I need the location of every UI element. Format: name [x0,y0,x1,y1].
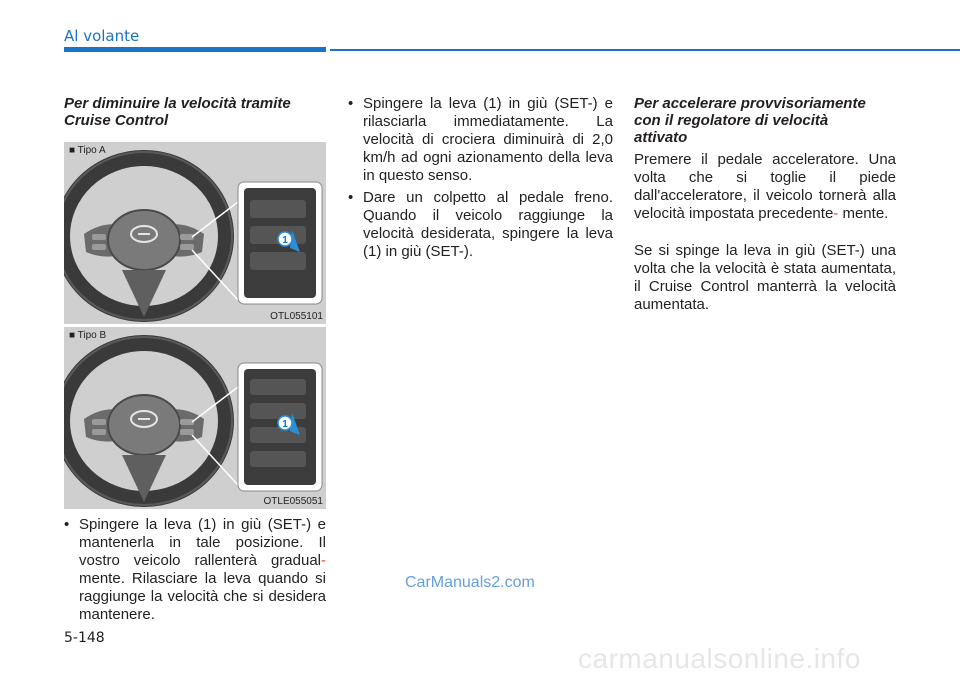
paragraph-text: mente. [842,205,889,222]
figure-code: OTLE055051 [263,496,323,507]
bullet-text: Spingere la leva (1) in giù (SET-) e mantenerla in tale posizione. Il vostro veicolo rallenterà gradual [79,516,326,569]
header-rule-thin [330,49,960,51]
right-paragraph-1 [634,151,896,223]
right-heading-line: attivato [634,129,688,146]
figure-type-b [64,327,326,509]
middle-bullet-list [348,95,613,265]
list-item [64,516,326,624]
bullet-text: Dare un colpetto al pedale freno. Quando il veicolo raggiunge la velocità desiderata, spingere la leva (1) in giù (SET-). [363,189,613,260]
bullet-icon: • [64,516,70,533]
right-heading-line: Per accelerare provvisoriamente [634,95,866,112]
figure-label: ■ Tipo A [69,145,106,156]
bullet-icon: • [348,95,354,112]
list-item [348,95,613,185]
section-title: Al volante [64,27,140,45]
left-heading-line: Per diminuire la velocità tramite [64,95,291,112]
bullet-text: Spingere la leva (1) in giù (SET-) e rilasciarla immediatamente. La velocità di crociera diminuirà di 2,0 km/h ad ogni azionamento della leva in questo senso. [363,95,613,184]
watermark-carmanuals2[interactable]: CarManuals2.com [405,574,535,591]
hyphen-mark: - [321,552,326,569]
watermark-carmanualsonline[interactable]: carmanualsonline.info [578,643,861,674]
figure-code: OTL055101 [270,311,323,322]
paragraph-text: Premere il pedale acceleratore. Una volta che si toglie il piede dall'acceleratore, il veicolo tornerà alla velocità impostata precedente [634,151,896,222]
left-heading-line: Cruise Control [64,112,169,129]
header-rule-thick [64,47,326,52]
right-heading [634,95,899,146]
left-bullet-list [64,516,326,628]
page-number: 5-148 [64,630,105,646]
figure-label: ■ Tipo B [69,330,107,341]
callout-number: 1 [282,235,288,246]
callout-number: 1 [282,419,288,430]
right-paragraph-2: Se si spinge la leva in giù (SET-) una volta che la velocità è stata aumentata, il Cruise Control manterrà la velocità aumentata. [634,242,896,313]
hyphen-mark: - [833,205,839,222]
bullet-text: mente. Rilasciare la leva quando si raggiunge la velocità che si desidera mantenere. [79,570,326,623]
left-heading [64,95,329,129]
figure-type-a [64,142,326,324]
list-item [348,189,613,261]
steering-wheel-illustration [64,327,326,509]
right-heading-line: con il regolatore di velocità [634,112,829,129]
bullet-icon: • [348,189,354,206]
steering-wheel-illustration [64,142,326,324]
